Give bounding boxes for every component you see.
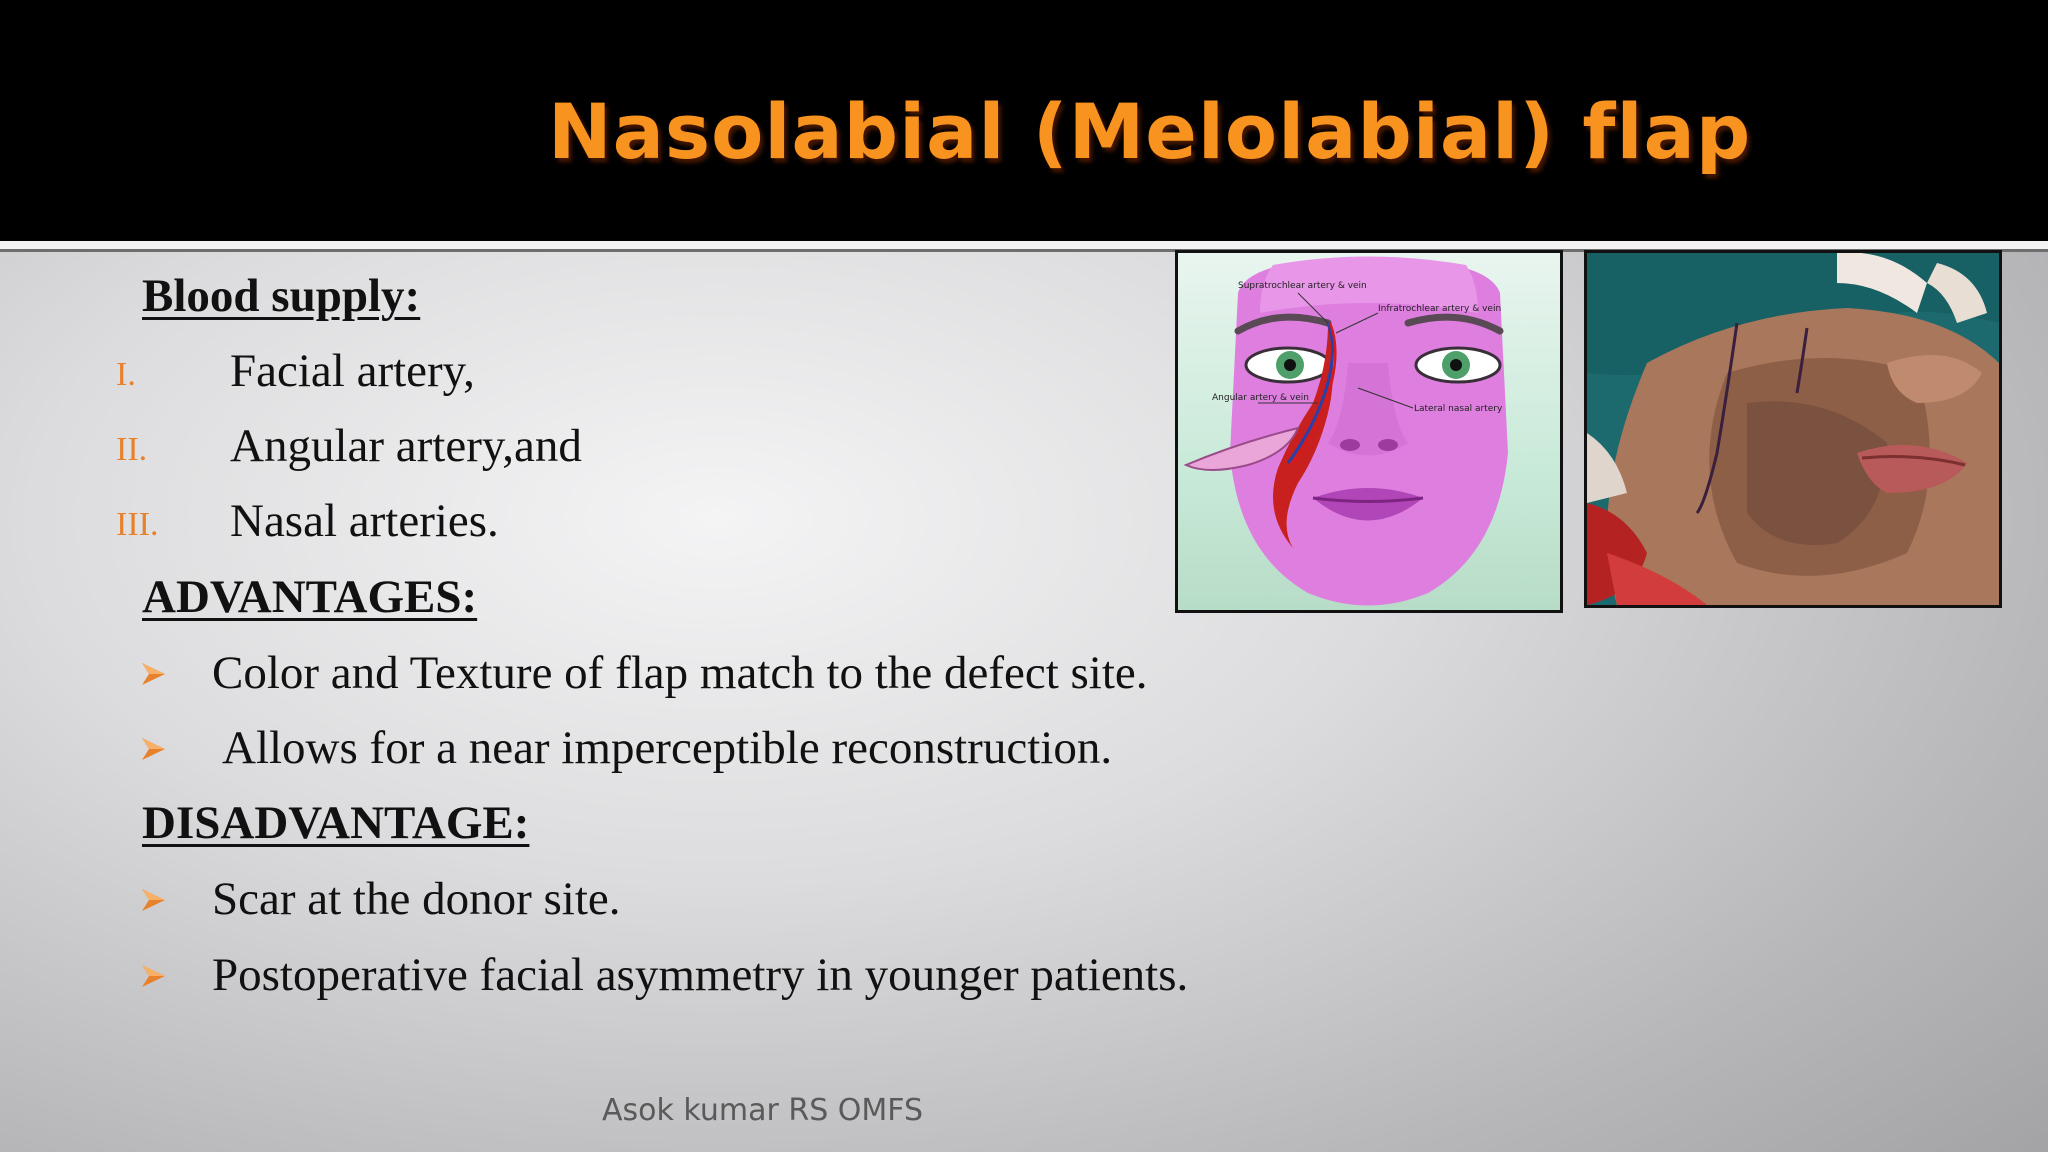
arrowhead-bullet-icon [140,643,168,703]
blood-supply-item-2: Angular artery,and [230,420,582,472]
title-divider [0,241,2048,249]
numeral-2: II. [116,431,148,468]
blood-supply-heading: Blood supply: [142,270,421,322]
disadvantage-item-2: Postoperative facial asymmetry in younger patients. [212,949,1189,1001]
arrowhead-bullet-icon [140,945,168,1005]
advantages-heading: ADVANTAGES: [142,571,478,623]
numeral-3: III. [116,506,159,543]
slide-title: Nasolabial (Melolabial) flap [548,87,1752,176]
footer-author: Asok kumar RS OMFS [602,1093,924,1128]
angular-label: Angular artery & vein [1212,393,1309,403]
lateral-nasal-label: Lateral nasal artery [1414,404,1503,414]
facial-anatomy-illustration [1175,250,1563,613]
advantage-item-1: Color and Texture of flap match to the defect site. [212,647,1148,699]
arrowhead-bullet-icon [140,869,168,929]
blood-supply-item-3: Nasal arteries. [230,495,499,547]
arrowhead-bullet-icon [140,718,168,778]
supratrochlear-label: Supratrochlear artery & vein [1238,281,1367,291]
clinical-photo [1584,250,2002,608]
advantage-item-2: Allows for a near imperceptible reconstruction. [222,722,1113,774]
blood-supply-item-1: Facial artery, [230,345,475,397]
numeral-1: I. [116,356,136,393]
disadvantage-item-1: Scar at the donor site. [212,873,621,925]
disadvantage-heading: DISADVANTAGE: [142,797,530,849]
infratrochlear-label: Infratrochlear artery & vein [1378,304,1502,314]
